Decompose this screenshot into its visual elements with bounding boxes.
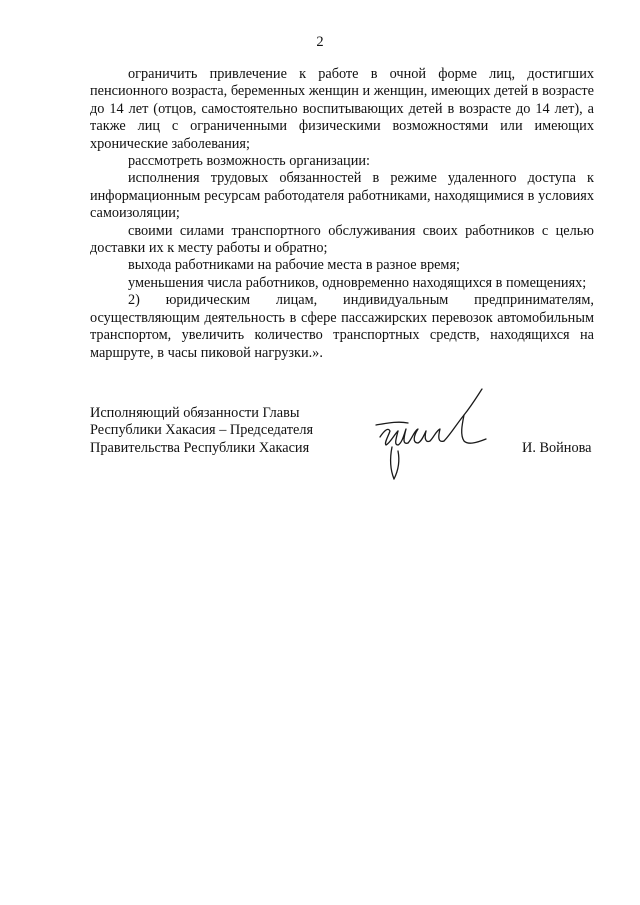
signatory-name: И. Войнова <box>522 440 592 456</box>
paragraph: выхода работниками на рабочие места в разное время; <box>128 257 461 274</box>
signatory-title <box>90 405 313 457</box>
paragraph: уменьшения числа работников, одновременно находящихся в помещениях; <box>128 274 587 291</box>
page-number: 2 <box>316 34 324 50</box>
signatory-title-line: Республики Хакасия – Председателя <box>90 422 314 439</box>
handwritten-signature <box>368 385 498 485</box>
paragraph: исполнения трудовых обязанностей в режиме удаленного доступа к информационным ресурсам работодателя работниками, находящимися в условиях самоизоляции; <box>90 170 594 222</box>
paragraph: ограничить привлечение к работе в очной форме лиц, достигших пенсионного возраста, беременных женщин и женщин, имеющих детей в возрасте до 14 лет (отцов, самостоятельно воспитывающих детей в возрасте до 14 лет), а также лиц с ограниченными физическими возможностями или имеющих хронические заболевания; <box>90 66 594 152</box>
document-body <box>90 66 594 362</box>
paragraph: своими силами транспортного обслуживания своих работников с целью доставки их к месту работы и обратно; <box>90 222 594 257</box>
paragraph: рассмотреть возможность организации: <box>128 153 370 170</box>
signatory-title-line: Правительства Республики Хакасия <box>90 439 310 456</box>
signatory-title-line: Исполняющий обязанности Главы <box>90 405 300 421</box>
paragraph: 2) юридическим лицам, индивидуальным предпринимателям, осуществляющим деятельность в сфере пассажирских перевозок автомобильным транспортом, увеличить количество транспортных средств, находящихся на маршруте, в часы пиковой нагрузки.». <box>90 292 594 361</box>
